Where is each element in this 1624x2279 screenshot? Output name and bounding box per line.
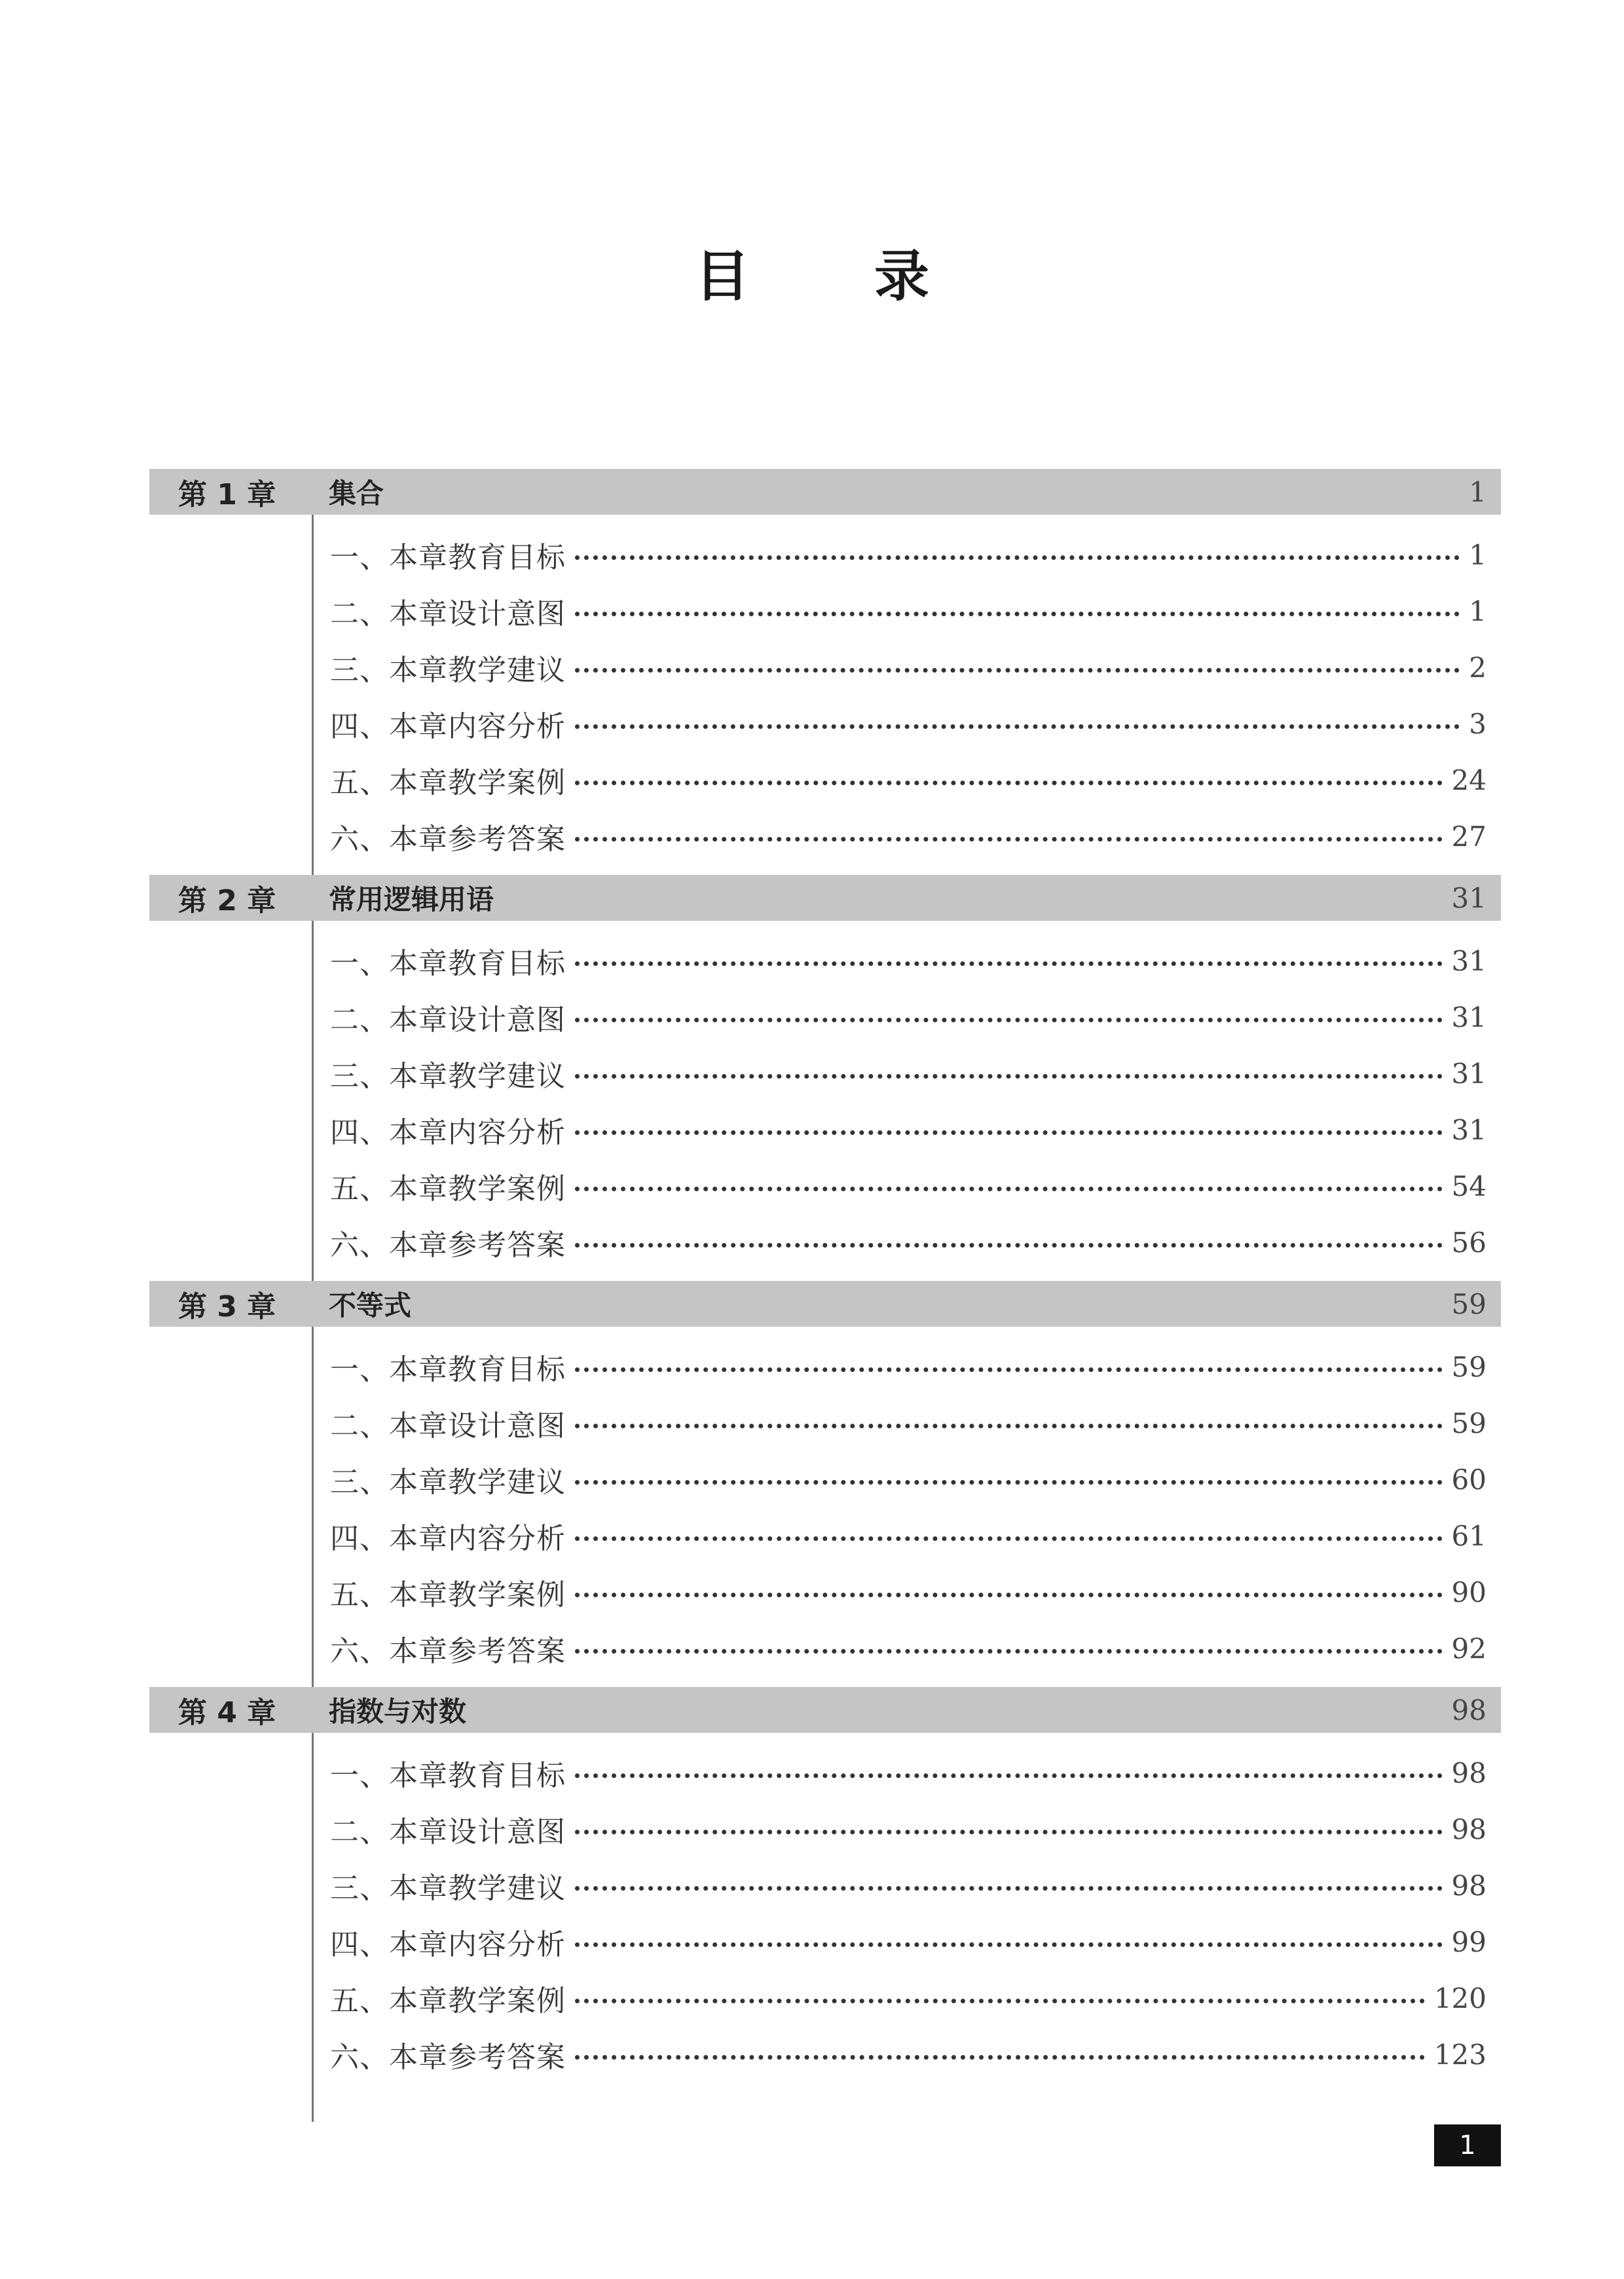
toc-entry[interactable]: [330, 989, 1486, 1045]
chapter-heading[interactable]: [149, 1281, 1501, 1327]
toc-entry-page: 3: [1469, 707, 1486, 740]
chapter-page-number: 59: [1451, 1288, 1486, 1320]
chapter-number: 第 3 章: [178, 1290, 276, 1324]
toc-entry-label: 五、本章教学案例: [330, 1984, 566, 2018]
toc-entry-label: 三、本章教学建议: [330, 1872, 566, 1905]
toc-entry-page: 98: [1451, 1756, 1486, 1789]
chapter-number: 第 2 章: [178, 884, 276, 917]
toc-entry[interactable]: [330, 2026, 1486, 2083]
dot-leader: [575, 1130, 1443, 1135]
toc-entry-page: 31: [1451, 1113, 1486, 1146]
toc-entry[interactable]: [330, 1801, 1486, 1857]
toc-entry-page: 59: [1451, 1407, 1486, 1439]
chapter-heading[interactable]: [149, 1687, 1501, 1733]
dot-leader: [575, 1367, 1443, 1372]
dot-leader: [575, 1536, 1443, 1541]
toc-entry-page: 1: [1469, 538, 1486, 571]
toc-entry[interactable]: [330, 527, 1486, 583]
toc-entry[interactable]: [330, 1158, 1486, 1214]
dot-leader: [575, 2055, 1425, 2060]
dot-leader: [575, 1074, 1443, 1079]
chapter-number: 第 4 章: [178, 1696, 276, 1730]
toc-entry[interactable]: [330, 1395, 1486, 1451]
toc-entry[interactable]: [330, 1508, 1486, 1564]
dot-leader: [575, 724, 1460, 729]
table-of-contents: [149, 469, 1501, 2093]
toc-entry-page: 92: [1451, 1632, 1486, 1665]
page-title: 目录: [694, 244, 1054, 308]
toc-entry-page: 98: [1451, 1813, 1486, 1845]
toc-entry-label: 一、本章教育目标: [330, 541, 566, 574]
toc-entry-page: 27: [1451, 820, 1486, 853]
toc-entry-page: 31: [1451, 1057, 1486, 1090]
toc-entry-page: 31: [1451, 1001, 1486, 1033]
toc-entry[interactable]: [330, 933, 1486, 989]
chapter-page-number: 1: [1469, 475, 1486, 508]
dot-leader: [575, 668, 1460, 673]
toc-entry[interactable]: [330, 808, 1486, 864]
chapter-page-number: 98: [1451, 1694, 1486, 1726]
toc-entry[interactable]: [330, 1745, 1486, 1801]
toc-entry[interactable]: [330, 639, 1486, 695]
toc-entry-label: 四、本章内容分析: [330, 1522, 566, 1555]
dot-leader: [575, 781, 1443, 785]
chapter-entries: [149, 1733, 1501, 2093]
dot-leader: [575, 1243, 1443, 1248]
toc-entry[interactable]: [330, 1045, 1486, 1102]
chapter-title: 不等式: [329, 1289, 412, 1322]
dot-leader: [575, 1593, 1443, 1597]
toc-entry[interactable]: [330, 1564, 1486, 1620]
toc-entry-label: 二、本章设计意图: [330, 1815, 566, 1849]
toc-entry-label: 二、本章设计意图: [330, 1409, 566, 1443]
toc-entry[interactable]: [330, 1857, 1486, 1914]
dot-leader: [575, 1773, 1443, 1778]
dot-leader: [575, 1649, 1443, 1654]
dot-leader: [575, 1018, 1443, 1022]
chapter-1: [149, 469, 1501, 875]
toc-entry-label: 六、本章参考答案: [330, 2041, 566, 2074]
toc-entry[interactable]: [330, 1970, 1486, 2026]
toc-entry-label: 二、本章设计意图: [330, 597, 566, 631]
toc-entry-label: 五、本章教学案例: [330, 1578, 566, 1612]
dot-leader: [575, 1480, 1443, 1485]
toc-entry-label: 五、本章教学案例: [330, 1172, 566, 1206]
toc-entry-page: 120: [1433, 1982, 1486, 2014]
chapter-number: 第 1 章: [178, 478, 276, 511]
toc-entry-label: 一、本章教育目标: [330, 1759, 566, 1792]
toc-entry[interactable]: [330, 695, 1486, 752]
toc-entry-label: 四、本章内容分析: [330, 1928, 566, 1961]
toc-entry[interactable]: [330, 1914, 1486, 1970]
toc-entry-page: 54: [1451, 1170, 1486, 1202]
toc-entry-label: 一、本章教育目标: [330, 947, 566, 980]
chapter-heading[interactable]: [149, 875, 1501, 921]
toc-entry-page: 123: [1433, 2038, 1486, 2071]
dot-leader: [575, 837, 1443, 842]
toc-entry-page: 61: [1451, 1519, 1486, 1552]
toc-entry-page: 59: [1451, 1350, 1486, 1383]
chapter-entries: [149, 921, 1501, 1281]
dot-leader: [575, 1830, 1443, 1834]
chapter-3: [149, 1281, 1501, 1687]
dot-leader: [575, 1187, 1443, 1191]
chapter-entries: [149, 515, 1501, 875]
toc-entry-label: 三、本章教学建议: [330, 654, 566, 687]
toc-entry-page: 56: [1451, 1226, 1486, 1259]
dot-leader: [575, 1999, 1425, 2003]
chapter-page-number: 31: [1451, 881, 1486, 914]
toc-entry[interactable]: [330, 1620, 1486, 1677]
toc-entry-label: 四、本章内容分析: [330, 710, 566, 743]
toc-entry[interactable]: [330, 752, 1486, 808]
dot-leader: [575, 1424, 1443, 1428]
dot-leader: [575, 555, 1460, 560]
toc-entry-label: 一、本章教育目标: [330, 1353, 566, 1386]
toc-entry-page: 99: [1451, 1925, 1486, 1958]
toc-entry[interactable]: [330, 1214, 1486, 1270]
chapter-2: [149, 875, 1501, 1281]
toc-entry[interactable]: [330, 583, 1486, 639]
chapter-4: [149, 1687, 1501, 2093]
toc-entry-page: 90: [1451, 1576, 1486, 1608]
toc-entry-label: 四、本章内容分析: [330, 1116, 566, 1149]
toc-entry-label: 六、本章参考答案: [330, 823, 566, 856]
toc-entry[interactable]: [330, 1451, 1486, 1508]
toc-entry-label: 三、本章教学建议: [330, 1060, 566, 1093]
page-number-badge: 1: [1434, 2124, 1501, 2166]
toc-entry-page: 24: [1451, 764, 1486, 796]
dot-leader: [575, 961, 1443, 966]
chapter-title: 常用逻辑用语: [329, 883, 494, 916]
toc-entry-label: 三、本章教学建议: [330, 1466, 566, 1499]
toc-entry-label: 五、本章教学案例: [330, 766, 566, 800]
toc-entry[interactable]: [330, 1102, 1486, 1158]
toc-entry-label: 二、本章设计意图: [330, 1003, 566, 1037]
toc-entry[interactable]: [330, 1339, 1486, 1395]
chapter-title: 指数与对数: [329, 1695, 467, 1728]
toc-entry-label: 六、本章参考答案: [330, 1635, 566, 1668]
toc-entry-page: 2: [1469, 651, 1486, 684]
chapter-entries: [149, 1327, 1501, 1687]
dot-leader: [575, 1886, 1443, 1891]
toc-entry-page: 1: [1469, 595, 1486, 627]
dot-leader: [575, 612, 1460, 616]
toc-entry-page: 98: [1451, 1869, 1486, 1902]
toc-entry-page: 31: [1451, 944, 1486, 977]
dot-leader: [575, 1942, 1443, 1947]
chapter-heading[interactable]: [149, 469, 1501, 515]
toc-entry-label: 六、本章参考答案: [330, 1229, 566, 1262]
chapter-title: 集合: [329, 477, 384, 510]
toc-entry-page: 60: [1451, 1463, 1486, 1496]
